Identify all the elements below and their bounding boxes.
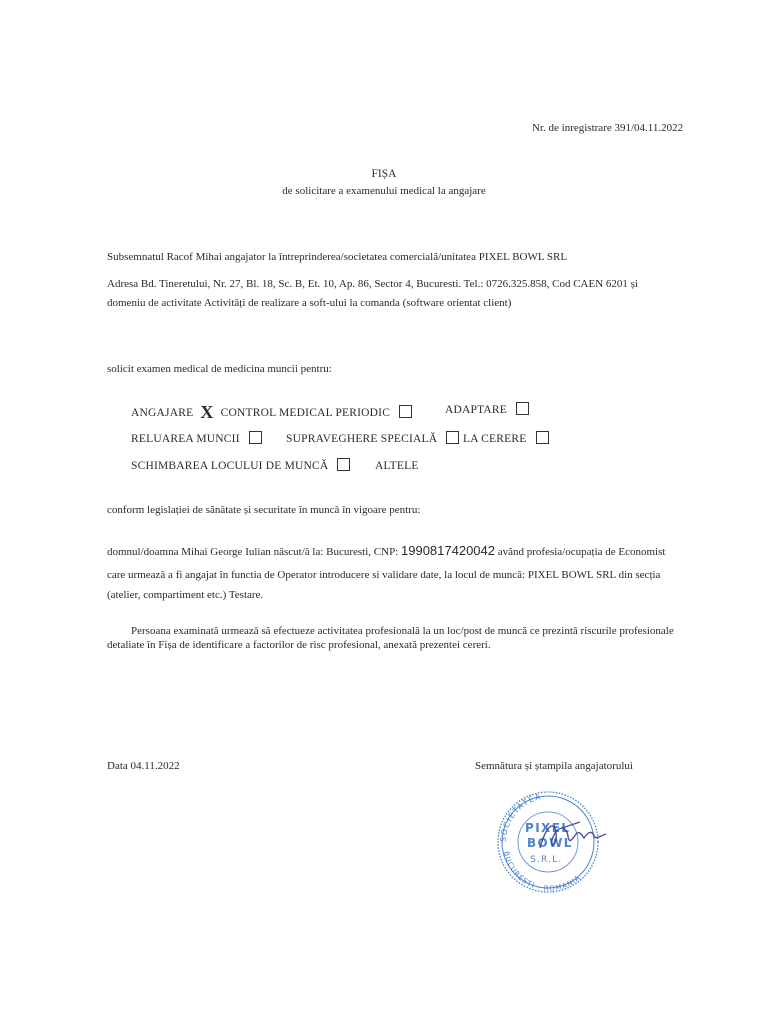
legislation-text: conform legislației de sănătate și securitate în muncă în vigoare pentru:	[107, 504, 421, 516]
employer-address: Adresa Bd. Tineretului, Nr. 27, Bl. 18, Sc. B, Et. 10, Ap. 86, Sector 4, Bucuresti. Tel.: 0726.325.858, Cod CAEN 6201 și	[107, 278, 638, 290]
employee-line-3: (atelier, compartiment etc.) Testare.	[107, 589, 264, 601]
option-angajare	[131, 402, 412, 423]
control-checkbox[interactable]	[399, 405, 412, 418]
schimbarea-checkbox[interactable]	[337, 458, 350, 471]
date-field: Data 04.11.2022	[107, 760, 180, 772]
option-reluarea-label: RELUAREA MUNCII	[131, 433, 240, 445]
company-stamp	[484, 786, 624, 896]
supraveghere-checkbox[interactable]	[446, 431, 459, 444]
option-schimbarea-label: SCHIMBAREA LOCULUI DE MUNCĂ	[131, 460, 329, 472]
document-title: FIȘA	[371, 168, 397, 180]
option-angajare-label: ANGAJARE	[131, 407, 194, 419]
stamp-name-line-1: PIXEL	[525, 821, 571, 835]
adaptare-checkbox[interactable]	[516, 402, 529, 415]
option-supraveghere-label: SUPRAVEGHERE SPECIALĂ	[286, 433, 438, 445]
employee-line-2: care urmează a fi angajat în functia de Operator introducere si validare date, la locul de muncă: PIXEL BOWL SRL din secția	[107, 569, 661, 581]
option-schimbarea	[131, 458, 350, 472]
option-la-cerere	[463, 431, 549, 445]
employer-line-1: Subsemnatul Racof Mihai angajator la întreprinderea/societatea comercială/unitatea PIXEL BOWL SRL	[107, 251, 568, 263]
signature-label: Semnătura și ștampila angajatorului	[475, 760, 633, 772]
risk-line-1: Persoana examinată urmează să efectueze activitatea profesională la un loc/post de muncă ce prezintă riscurile profesionale	[131, 625, 674, 637]
risk-line-2: detaliate în Fișa de identificare a factorilor de risc profesional, anexată prezentei cereri.	[107, 639, 491, 651]
option-adaptare-label: ADAPTARE	[445, 404, 508, 416]
angajare-x-mark: X	[200, 402, 214, 422]
option-altele-label: ALTELE	[375, 460, 419, 472]
option-reluarea	[131, 431, 262, 445]
option-supraveghere	[286, 431, 459, 445]
stamp-company-form: S.R.L.	[530, 855, 563, 865]
employee-intro: domnul/doamna Mihai George Iulian născut/ă la: Bucuresti, CNP:	[107, 546, 399, 558]
employee-line-1	[107, 544, 665, 559]
option-control-label: CONTROL MEDICAL PERIODIC	[220, 407, 391, 419]
request-text: solicit examen medical de medicina muncii pentru:	[107, 363, 332, 375]
stamp-name-line-2: BOWL	[527, 836, 573, 850]
option-la-cerere-label: LA CERERE	[463, 433, 527, 445]
document-subtitle: de solicitare a examenului medical la angajare	[282, 185, 486, 197]
cnp-value: 1990817420042	[401, 543, 495, 558]
la-cerere-checkbox[interactable]	[536, 431, 549, 444]
option-altele	[375, 460, 419, 472]
employer-activity: domeniu de activitate Activități de realizare a soft-ului la comanda (software orientat client)	[107, 297, 512, 309]
stamp-top-text: SOCIETATEA	[498, 791, 543, 843]
employee-profession: având profesia/ocupația de Economist	[497, 546, 666, 558]
stamp-bottom-text: BUCURESTI - ROMANIA	[501, 850, 583, 893]
reluarea-checkbox[interactable]	[249, 431, 262, 444]
option-adaptare	[445, 402, 529, 416]
registration-number: Nr. de inregistrare 391/04.11.2022	[532, 122, 684, 134]
